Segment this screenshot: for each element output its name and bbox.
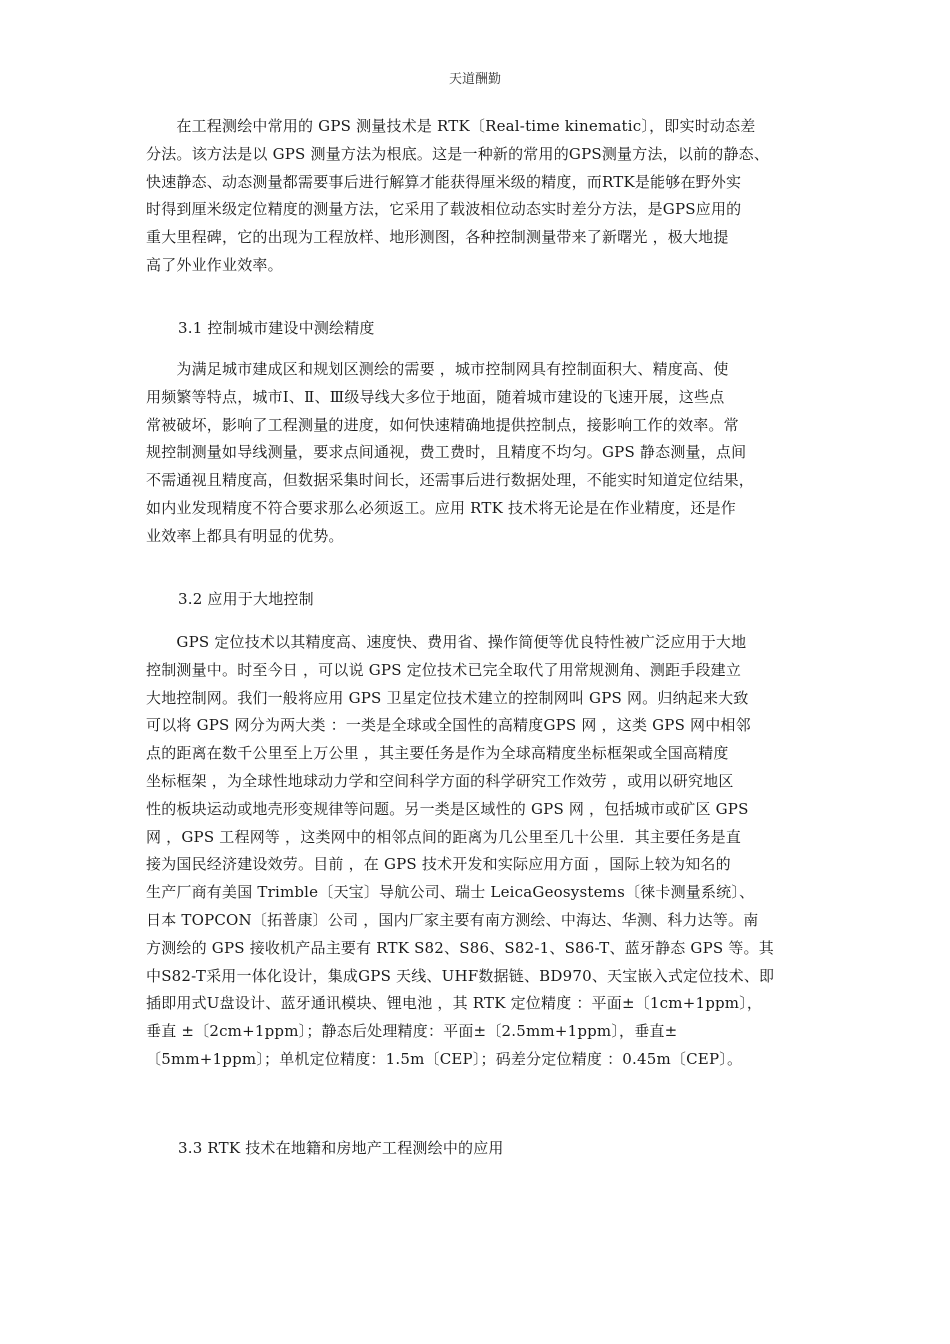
text-line: 快速静态、动态测量都需要事后进行解算才能获得厘米级的精度，而RTK是能够在野外实 — [146, 172, 742, 191]
text-line: 高了外业作业效率。 — [146, 255, 283, 274]
text-line: 网 ，GPS 工程网等 ，这类网中的相邻点间的距离为几公里至几十公里．其主要任务是直 — [146, 827, 742, 846]
text-line: 〔5mm+1ppm〕；单机定位精度：1.5m〔CEP〕；码差分定位精度 ：0.45m〔CEP〕。 — [146, 1049, 743, 1068]
text-line: 规控制测量如导线测量，要求点间通视，费工费时，且精度不均匀。GPS 静态测量，点间 — [146, 443, 747, 462]
text-line: 中S82-T采用一体化设计，集成GPS 天线、UHF数据链、BD970、天宝嵌入式定位技术、即 — [146, 966, 775, 985]
section-heading-3-1: 3.1 控制城市建设中测绘精度 — [178, 319, 375, 337]
text-line: 分法。该方法是以 GPS 测量方法为根底。这是一种新的常用的GPS测量方法，以前的静态、 — [146, 144, 770, 163]
text-line: 为满足城市建成区和规划区测绘的需要 ，城市控制网具有控制面积大、精度高、使 — [146, 360, 729, 378]
text-line: 时得到厘米级定位精度的测量方法，它采用了载波相位动态实时差分方法，是GPS应用的 — [146, 200, 742, 219]
text-line: 方测绘的 GPS 接收机产品主要有 RTK S82、S86、S82-1、S86-T、蓝牙静态 GPS 等。其 — [146, 938, 774, 957]
text-line: 业效率上都具有明显的优势。 — [146, 526, 344, 545]
text-line: 生产厂商有美国 Trimble〔天宝〕导航公司、瑞士 LeicaGeosystems〔徕卡测量系统〕、 — [146, 883, 755, 902]
text-line: 控制测量中。时至今日 ，可以说 GPS 定位技术已完全取代了用常规测角、测距手段建立 — [146, 660, 742, 679]
text-line: 用频繁等特点，城市Ⅰ、Ⅱ、Ⅲ级导线大多位于地面，随着城市建设的飞速开展，这些点 — [146, 387, 725, 406]
text-line: 重大里程碑，它的出现为工程放样、地形测图，各种控制测量带来了新曙光 ，极大地提 — [146, 228, 729, 247]
paragraph-geodetic-control — [146, 629, 816, 1074]
text-line: 常被破坏，影响了工程测量的进度，如何快速精确地提供控制点，接影响工作的效率。常 — [146, 415, 739, 434]
text-line: 坐标框架 ，为全球性地球动力学和空间科学方面的科学研究工作效劳 ，或用以研究地区 — [146, 771, 734, 790]
text-line: 不需通视且精度高，但数据采集时间长，还需事后进行数据处理，不能实时知道定位结果， — [146, 471, 755, 490]
text-line: 在工程测绘中常用的 GPS 测量技术是 RTK〔Real-time kinematic〕，即实时动态差 — [146, 117, 756, 135]
text-line: 大地控制网。我们一般将应用 GPS 卫星定位技术建立的控制网叫 GPS 网。归纳起来大致 — [146, 688, 749, 707]
text-line: 日本 TOPCON〔拓普康〕公司 ，国内厂家主要有南方测绘、中海达、华测、科力达等。南 — [146, 910, 759, 929]
section-heading-3-2: 3.2 应用于大地控制 — [178, 590, 314, 608]
text-line: GPS 定位技术以其精度高、速度快、费用省、操作简便等优良特性被广泛应用于大地 — [146, 633, 747, 651]
text-line: 可以将 GPS 网分为两大类 ：一类是全球或全国性的高精度GPS 网 ，这类 GPS 网中相邻 — [146, 716, 751, 735]
paragraph-city-control — [146, 356, 816, 551]
text-line: 接为国民经济建设效劳。目前 ，在 GPS 技术开发和实际应用方面 ，国际上较为知名的 — [146, 855, 731, 874]
text-line: 垂直 ±〔2cm+1ppm〕；静态后处理精度：平面±〔2.5mm+1ppm〕，垂直± — [146, 1022, 678, 1041]
text-line: 插即用式U盘设计、蓝牙通讯模块、锂电池 ，其 RTK 定位精度 ：平面±〔1cm+1ppm〕， — [146, 994, 763, 1013]
paragraph-rtk-intro — [146, 113, 816, 280]
text-line: 如内业发现精度不符合要求那么必须返工。应用 RTK 技术将无论是在作业精度，还是作 — [146, 498, 736, 517]
page-header: 天道酬勤 — [448, 72, 501, 87]
text-line: 点的距离在数千公里至上万公里 ，其主要任务是作为全球高精度坐标框架或全国高精度 — [146, 744, 729, 763]
text-line: 性的板块运动或地壳形变规律等问题。另一类是区域性的 GPS 网 ，包括城市或矿区 GPS — [146, 799, 749, 818]
section-heading-3-3: 3.3 RTK 技术在地籍和房地产工程测绘中的应用 — [178, 1139, 504, 1157]
